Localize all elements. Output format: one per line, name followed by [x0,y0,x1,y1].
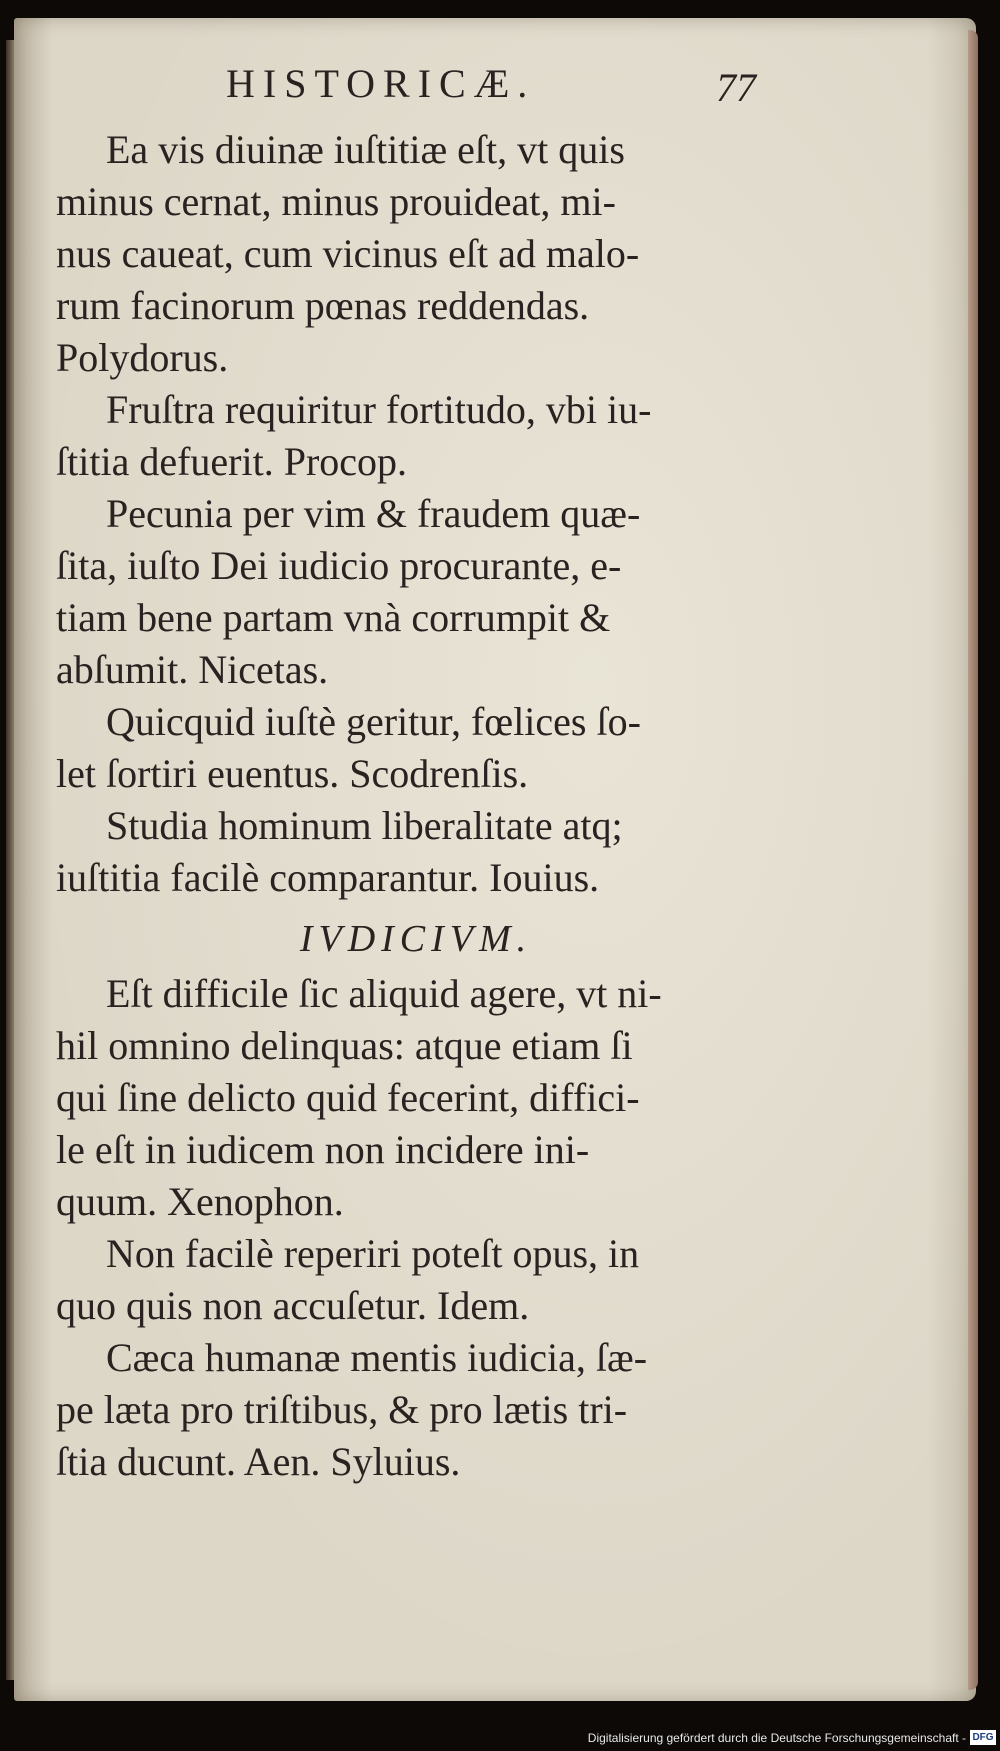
text-line: iuſtitia facilè comparantur. Iouius. [56,855,600,900]
text-line: qui ſine delicto quid fecerint, diffici- [56,1075,640,1120]
text-line: Studia hominum liberalitate atq; [106,803,623,848]
text-line: tiam bene partam vnà corrumpit & [56,595,611,640]
page-text [56,52,776,1488]
funding-credit: Digitalisierung gefördert durch die Deutsche Forschungsgemeinschaft - [587,1731,966,1745]
dfg-logo-icon: DFG [970,1730,996,1745]
text-line: Pecunia per vim & fraudem quæ- [106,491,641,536]
page-header [56,52,776,124]
text-line: Fruſtra requiritur fortitudo, vbi iu- [106,387,652,432]
text-line: Cæca humanæ mentis iudicia, ſæ- [106,1335,648,1380]
text-line: pe læta pro triſtibus, & pro lætis tri- [56,1387,628,1432]
text-line: quo quis non accuſetur. Idem. [56,1283,530,1328]
text-line: quum. Xenophon. [56,1179,344,1224]
text-line: ſtia ducunt. Aen. Syluius. [56,1439,461,1484]
text-line: le eſt in iudicem non incidere ini- [56,1127,590,1172]
text-line: Quicquid iuſtè geritur, fœlices ſo- [106,699,641,744]
text-line: ſtitia defuerit. Procop. [56,439,408,484]
footer-bar [0,1727,1000,1751]
text-line: Non facilè reperiri poteſt opus, in [106,1231,640,1276]
text-line: rum facinorum pœnas reddendas. [56,283,590,328]
text-line: hil omnino delinquas: atque etiam ſi [56,1023,633,1068]
text-line: Ea vis diuinæ iuſtitiæ eſt, vt quis [106,127,625,172]
section-heading: IVDICIVM. [299,918,533,960]
running-head: HISTORICÆ. [226,61,536,106]
text-line: Eſt difficile ſic aliquid agere, vt ni- [106,971,662,1016]
text-line: abſumit. Nicetas. [56,647,329,692]
text-line: ſita, iuſto Dei iudicio procurante, e- [56,543,622,588]
text-line: Polydorus. [56,335,229,380]
page-number: 77 [716,65,756,110]
text-line: nus caueat, cum vicinus eſt ad malo- [56,231,640,276]
text-line: minus cernat, minus prouideat, mi- [56,179,616,224]
page-right-edge [968,30,978,1690]
text-line: let ſortiri euentus. Scodrenſis. [56,751,529,796]
